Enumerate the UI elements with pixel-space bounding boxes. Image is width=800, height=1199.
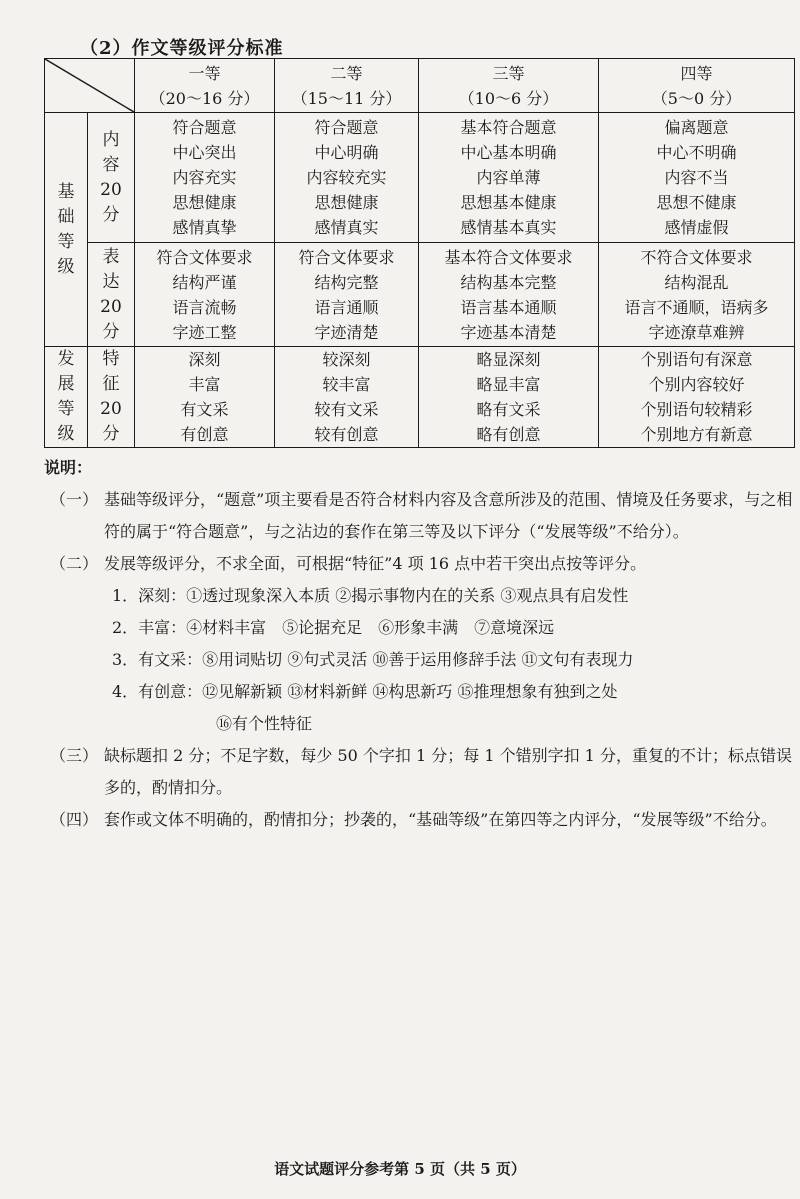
- feature-cell-grade1: 深刻 丰富 有文采 有创意: [135, 347, 275, 448]
- content-cell-grade2: 符合题意 中心明确 内容较充实 思想健康 感情真实: [275, 113, 419, 243]
- feature-cell-grade2: 较深刻 较丰富 较有文采 较有创意: [275, 347, 419, 448]
- notes-label: 说明：: [44, 458, 93, 477]
- content-cell-grade1: 符合题意 中心突出 内容充实 思想健康 感情真挚: [135, 113, 275, 243]
- note-number: （一）: [50, 490, 99, 509]
- grade-range: （5～0 分）: [651, 88, 742, 108]
- expression-cell-grade1: 符合文体要求 结构严谨 语言流畅 字迹工整: [135, 243, 275, 347]
- note-2-item-tail: ⑯有个性特征: [216, 714, 313, 733]
- table-corner-cell: [45, 59, 135, 113]
- feature-cell-grade4: 个别语句有深意 个别内容较好 个别语句较精彩 个别地方有新意: [599, 347, 795, 448]
- expression-label: 表 达 20 分: [88, 243, 135, 347]
- basic-level-label: 基 础 等 级: [45, 113, 88, 347]
- page-footer: 语文试题评分参考第 5 页（共 5 页）: [274, 1160, 526, 1178]
- note-number: （四）: [50, 810, 99, 829]
- content-label: 内 容 20 分: [88, 113, 135, 243]
- grade-range: （10～6 分）: [458, 88, 559, 108]
- grade-range: （15～11 分）: [291, 88, 402, 108]
- grade-name: 四等: [680, 63, 713, 83]
- note-text: 缺标题扣 2 分；不足字数，每少 50 个字扣 1 分；每 1 个错别字扣 1 分，重复的不计；标点错误多的，酌情扣分。: [104, 746, 792, 797]
- note-number: （二）: [50, 554, 99, 573]
- note-text: 套作或文体不明确的，酌情扣分；抄袭的，“基础等级”在第四等之内评分，“发展等级”不给分。: [104, 810, 777, 829]
- note-text: 发展等级评分，不求全面，可根据“特征”4 项 16 点中若干突出点按等评分。: [104, 554, 647, 573]
- note-2-item: 4．有创意：⑫见解新颖 ⑬材料新鲜 ⑭构思新巧 ⑮推理想象有独到之处: [112, 682, 618, 701]
- note-2-item: 1．深刻：①透过现象深入本质 ②揭示事物内在的关系 ③观点具有启发性: [112, 586, 629, 605]
- content-cell-grade4: 偏离题意 中心不明确 内容不当 思想不健康 感情虚假: [599, 113, 795, 243]
- note-2: [44, 548, 794, 580]
- feature-cell-grade3: 略显深刻 略显丰富 略有文采 略有创意: [419, 347, 599, 448]
- content-cell-grade3: 基本符合题意 中心基本明确 内容单薄 思想基本健康 感情基本真实: [419, 113, 599, 243]
- grade-name: 一等: [188, 63, 221, 83]
- note-text: 基础等级评分，“题意”项主要看是否符合材料内容及含意所涉及的范围、情境及任务要求，与之相符的属于“符合题意”，与之沾边的套作在第三等及以下评分（“发展等级”不给分）。: [104, 490, 793, 541]
- diagonal-line: [45, 59, 134, 112]
- expression-cell-grade4: 不符合文体要求 结构混乱 语言不通顺，语病多 字迹潦草难辨: [599, 243, 795, 347]
- grade-header-4: [599, 59, 795, 113]
- grade-name: 二等: [330, 63, 363, 83]
- note-number: （三）: [50, 746, 99, 765]
- section-title: （2）作文等级评分标准: [80, 38, 284, 59]
- grade-header-3: [419, 59, 599, 113]
- feature-label: 特 征 20 分: [88, 347, 135, 448]
- note-3: [44, 740, 794, 804]
- expression-cell-grade3: 基本符合文体要求 结构基本完整 语言基本通顺 字迹基本清楚: [419, 243, 599, 347]
- development-level-label: 发 展 等 级: [45, 347, 88, 448]
- grade-header-2: [275, 59, 419, 113]
- grade-name: 三等: [492, 63, 525, 83]
- note-2-item: 3．有文采：⑧用词贴切 ⑨句式灵活 ⑩善于运用修辞手法 ⑪文句有表现力: [112, 650, 634, 669]
- expression-cell-grade2: 符合文体要求 结构完整 语言通顺 字迹清楚: [275, 243, 419, 347]
- grade-range: （20～16 分）: [149, 88, 260, 108]
- grading-table: [44, 58, 795, 448]
- note-1: [44, 484, 794, 548]
- note-2-item: 2．丰富：④材料丰富 ⑤论据充足 ⑥形象丰满 ⑦意境深远: [112, 618, 555, 637]
- note-4: [44, 804, 794, 836]
- grade-header-1: [135, 59, 275, 113]
- notes-section: [44, 452, 794, 836]
